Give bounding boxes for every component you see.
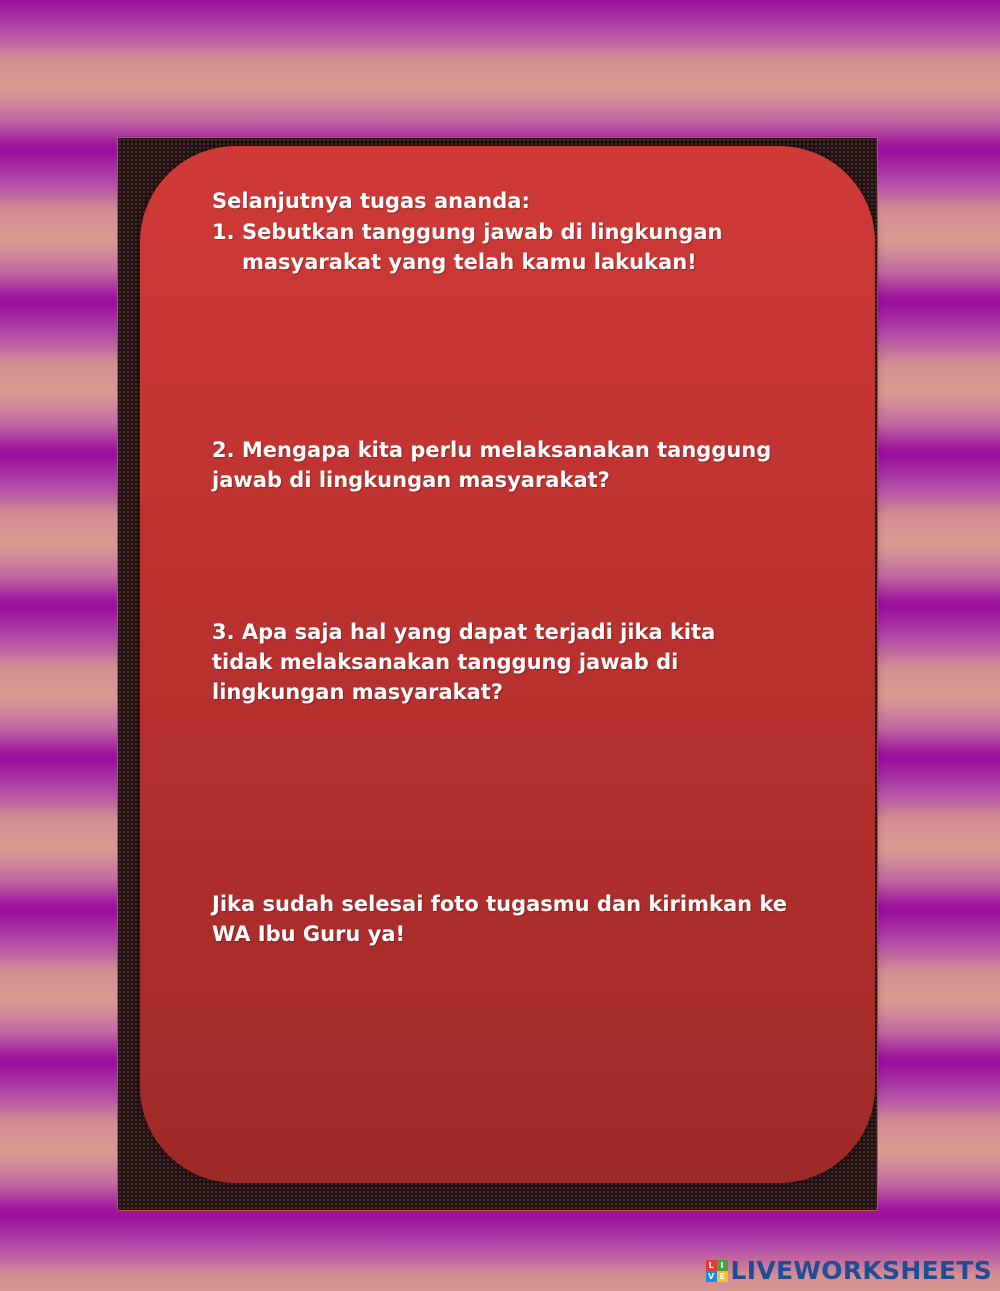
question-1: [212, 217, 832, 277]
instructions-heading: Selanjutnya tugas ananda:: [212, 189, 530, 213]
logo-mark-icon: [706, 1260, 728, 1282]
question-1-text: Sebutkan tanggung jawab di lingkungan masyarakat yang telah kamu lakukan!: [242, 220, 723, 274]
question-3: 3. Apa saja hal yang dapat terjadi jika kita tidak melaksanakan tanggung jawab di lingkungan masyarakat?: [212, 620, 716, 704]
question-1-number: 1.: [212, 220, 235, 244]
logo-letter: L: [706, 1260, 717, 1271]
closing-note: Jika sudah selesai foto tugasmu dan kirimkan ke WA Ibu Guru ya!: [212, 892, 788, 946]
logo-text: LIVEWORKSHEETS: [730, 1256, 992, 1285]
liveworksheets-logo[interactable]: [706, 1256, 992, 1285]
question-2: 2. Mengapa kita perlu melaksanakan tanggung jawab di lingkungan masyarakat?: [212, 438, 772, 492]
logo-letter: I: [717, 1260, 728, 1271]
logo-letter: V: [706, 1271, 717, 1282]
logo-letter: E: [717, 1271, 728, 1282]
